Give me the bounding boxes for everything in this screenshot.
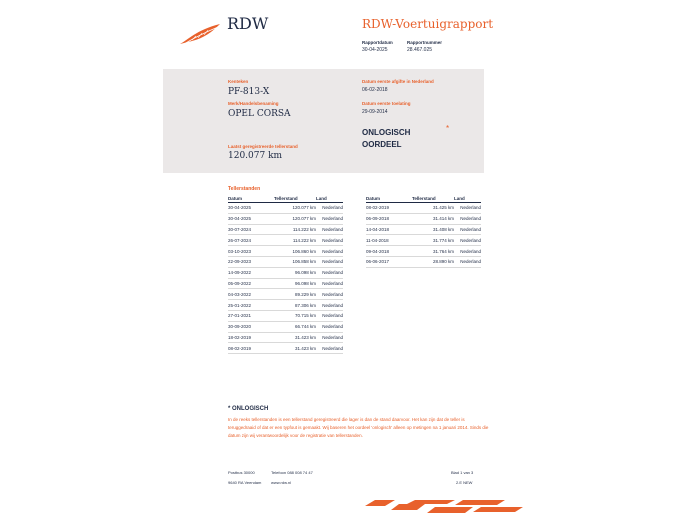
reading-date: 08-02-2019 bbox=[228, 343, 274, 354]
reading-country: Nederland bbox=[454, 246, 481, 257]
plate-value: PF-813-X bbox=[228, 87, 270, 97]
reading-odometer: 31.423 km bbox=[274, 332, 316, 343]
reading-odometer: 87.306 km bbox=[274, 300, 316, 311]
reading-date: 26-07-2024 bbox=[228, 235, 274, 246]
reading-date: 22-09-2023 bbox=[228, 256, 274, 267]
make-label: Merk/Handelsbenaming bbox=[228, 101, 279, 106]
table-row bbox=[228, 256, 343, 267]
col-country: Land bbox=[454, 194, 481, 203]
verdict-line-1: ONLOGISCH bbox=[362, 128, 411, 137]
first-admission-label: Datum eerste toelating bbox=[362, 101, 411, 106]
brand-name: RDW bbox=[227, 14, 269, 33]
table-row bbox=[366, 224, 481, 235]
reading-country: Nederland bbox=[454, 213, 481, 224]
verdict bbox=[362, 127, 410, 151]
reading-odometer: 106.858 km bbox=[274, 256, 316, 267]
reading-country: Nederland bbox=[316, 235, 343, 246]
make-value: OPEL CORSA bbox=[228, 109, 291, 119]
report-date: 30-04-2025 bbox=[362, 47, 388, 53]
col-odometer: Tellerstand bbox=[412, 194, 454, 203]
reading-odometer: 114.222 km bbox=[274, 224, 316, 235]
reading-date: 30-07-2024 bbox=[228, 224, 274, 235]
reading-date: 14-04-2018 bbox=[366, 224, 412, 235]
footer-web: www.rdw.nl bbox=[271, 480, 292, 485]
document-title: RDW-Voertuigrapport bbox=[362, 17, 494, 31]
reading-country: Nederland bbox=[316, 246, 343, 257]
reading-odometer: 31.423 km bbox=[274, 343, 316, 354]
table-row bbox=[366, 256, 481, 267]
reading-date: 25-01-2022 bbox=[228, 300, 274, 311]
col-date: Datum bbox=[366, 194, 412, 203]
table-row bbox=[366, 235, 481, 246]
reading-country: Nederland bbox=[316, 310, 343, 321]
reading-odometer: 28.890 km bbox=[412, 256, 454, 267]
report-date-label: Rapportdatum bbox=[362, 40, 393, 45]
reading-country: Nederland bbox=[454, 235, 481, 246]
table-row bbox=[228, 310, 343, 321]
reading-odometer: 114.222 km bbox=[274, 235, 316, 246]
col-date: Datum bbox=[228, 194, 274, 203]
reading-country: Nederland bbox=[316, 300, 343, 311]
reading-country: Nederland bbox=[316, 289, 343, 300]
table-row bbox=[228, 235, 343, 246]
reading-country: Nederland bbox=[454, 203, 481, 214]
table-row bbox=[228, 321, 343, 332]
reading-date: 04-03-2022 bbox=[228, 289, 274, 300]
reading-country: Nederland bbox=[316, 224, 343, 235]
reading-country: Nederland bbox=[316, 256, 343, 267]
reading-date: 27-01-2021 bbox=[228, 310, 274, 321]
reading-date: 11-04-2018 bbox=[366, 235, 412, 246]
footer-ref: 2.E NEW bbox=[456, 480, 473, 485]
verdict-marker: * bbox=[446, 124, 450, 133]
footer-phone: Telefoon 088 008 74 47 bbox=[271, 470, 313, 475]
report-number-label: Rapportnummer bbox=[407, 40, 443, 45]
reading-odometer: 31.774 km bbox=[412, 235, 454, 246]
table-row bbox=[228, 278, 343, 289]
reading-odometer: 96.098 km bbox=[274, 267, 316, 278]
reading-odometer: 31.414 km bbox=[412, 213, 454, 224]
reading-country: Nederland bbox=[454, 256, 481, 267]
reading-date: 09-04-2018 bbox=[366, 246, 412, 257]
reading-country: Nederland bbox=[316, 278, 343, 289]
reading-odometer: 66.744 km bbox=[274, 321, 316, 332]
report-number: 28.467.025 bbox=[407, 47, 433, 53]
reading-country: Nederland bbox=[454, 224, 481, 235]
reading-odometer: 70.715 km bbox=[274, 310, 316, 321]
footer-decoration bbox=[355, 498, 525, 514]
readings-table-left bbox=[228, 194, 343, 354]
reading-date: 03-10-2023 bbox=[228, 246, 274, 257]
plate-label: Kenteken bbox=[228, 79, 249, 84]
first-nl-value: 06-02-2018 bbox=[362, 87, 388, 93]
readings-table-right bbox=[366, 194, 481, 268]
table-row bbox=[366, 213, 481, 224]
vehicle-summary-panel bbox=[163, 69, 484, 173]
table-row bbox=[228, 267, 343, 278]
reading-country: Nederland bbox=[316, 213, 343, 224]
first-nl-label: Datum eerste afgifte in Nederland bbox=[362, 79, 434, 84]
table-row bbox=[228, 343, 343, 354]
table-row bbox=[228, 246, 343, 257]
table-row bbox=[366, 246, 481, 257]
reading-odometer: 106.860 km bbox=[274, 246, 316, 257]
table-row bbox=[228, 203, 343, 214]
reading-odometer: 96.098 km bbox=[274, 278, 316, 289]
table-row bbox=[228, 332, 343, 343]
col-odometer: Tellerstand bbox=[274, 194, 316, 203]
table-row bbox=[228, 289, 343, 300]
reading-country: Nederland bbox=[316, 267, 343, 278]
footer-postbus: Postbus 30000 bbox=[228, 470, 255, 475]
reading-date: 18-02-2019 bbox=[228, 332, 274, 343]
reading-odometer: 120.077 km bbox=[274, 213, 316, 224]
first-admission-value: 29-09-2014 bbox=[362, 109, 388, 115]
reading-date: 30-04-2025 bbox=[228, 213, 274, 224]
table-row bbox=[228, 300, 343, 311]
reading-date: 30-04-2025 bbox=[228, 203, 274, 214]
table-row bbox=[228, 213, 343, 224]
reading-date: 30-09-2020 bbox=[228, 321, 274, 332]
reading-odometer: 31.408 km bbox=[412, 224, 454, 235]
table-row bbox=[228, 224, 343, 235]
note-text: In de reeks tellerstanden is een tellerstand geregistreerd die lager is dan de stand daarvoor. Het kan zijn dat de teller is teruggedraaid of dat er een typfout is gemaakt. Wij baseren het oordeel 'onlogisch' alleen op metingen na 1 januari 2014. Sinds die datum zijn wij verantwoordelijk voor de registratie van tellerstanden. bbox=[228, 417, 489, 438]
footer-page: Blad 1 van 3 bbox=[451, 470, 474, 475]
rdw-logo-icon bbox=[178, 22, 222, 46]
reading-odometer: 89.229 km bbox=[274, 289, 316, 300]
col-country: Land bbox=[316, 194, 343, 203]
reading-country: Nederland bbox=[316, 332, 343, 343]
verdict-line-2: OORDEEL bbox=[362, 140, 402, 149]
reading-date: 06-09-2018 bbox=[366, 213, 412, 224]
reading-country: Nederland bbox=[316, 203, 343, 214]
reading-odometer: 31.425 km bbox=[412, 203, 454, 214]
reading-date: 06-06-2017 bbox=[366, 256, 412, 267]
readings-title: Tellerstanden bbox=[228, 186, 261, 192]
reading-date: 05-09-2022 bbox=[228, 278, 274, 289]
reading-odometer: 120.077 km bbox=[274, 203, 316, 214]
footer-city: 9640 RA Veendam bbox=[228, 480, 262, 485]
table-row bbox=[366, 203, 481, 214]
reading-date: 14-09-2022 bbox=[228, 267, 274, 278]
reading-odometer: 31.764 km bbox=[412, 246, 454, 257]
reading-country: Nederland bbox=[316, 343, 343, 354]
reading-country: Nederland bbox=[316, 321, 343, 332]
odometer-value: 120.077 km bbox=[228, 151, 283, 161]
note-title: * ONLOGISCH bbox=[228, 406, 269, 412]
odometer-label: Laatst geregistreerde tellerstand bbox=[228, 144, 298, 149]
reading-date: 08-02-2019 bbox=[366, 203, 412, 214]
